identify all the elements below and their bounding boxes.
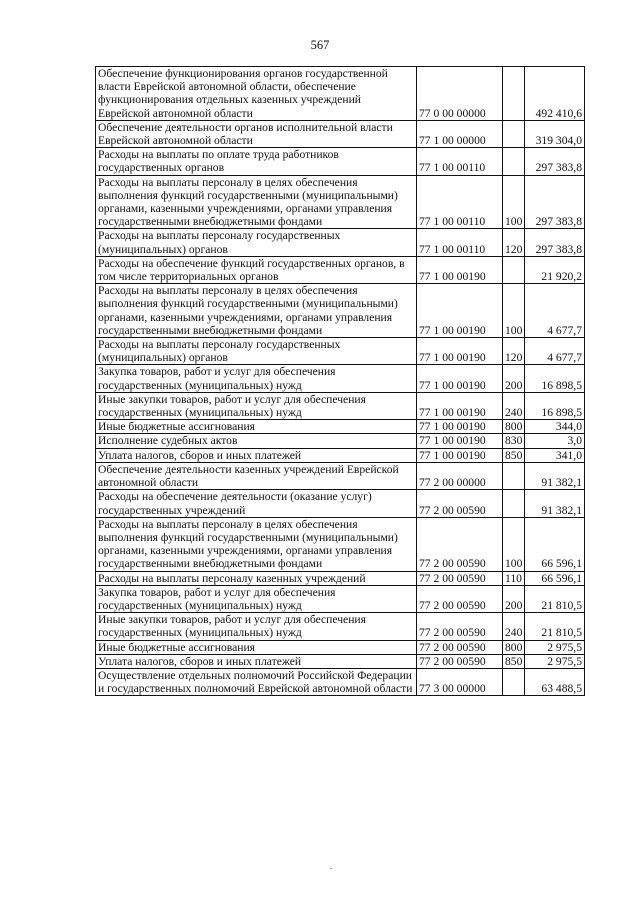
- table-row: [96, 365, 585, 392]
- table-row: [96, 490, 585, 517]
- row-kvr: [503, 120, 525, 147]
- row-code: 77 2 00 00590: [417, 571, 503, 585]
- row-kvr: 200: [503, 365, 525, 392]
- row-sum: 16 898,5: [525, 365, 585, 392]
- row-code: 77 1 00 00110: [417, 229, 503, 256]
- row-code: 77 0 00 00000: [417, 67, 503, 121]
- row-code: 77 1 00 00190: [417, 448, 503, 462]
- row-kvr: 100: [503, 284, 525, 338]
- row-code: 77 2 00 00000: [417, 462, 503, 489]
- row-kvr: 850: [503, 654, 525, 668]
- row-sum: 66 596,1: [525, 571, 585, 585]
- page-number: 567: [310, 38, 330, 52]
- row-kvr: [503, 462, 525, 489]
- row-sum: 4 677,7: [525, 284, 585, 338]
- row-name: Расходы на выплаты персоналу в целях обеспечения выполнения функций государственными (муниципальными) органами, казенными учреждениями, органами управления государственными внебюджетными фондами: [96, 517, 417, 571]
- row-code: 77 2 00 00590: [417, 640, 503, 654]
- row-kvr: 800: [503, 420, 525, 434]
- table-row: [96, 67, 585, 121]
- row-name: Обеспечение деятельности казенных учреждений Еврейской автономной области: [96, 462, 417, 489]
- row-kvr: 120: [503, 338, 525, 365]
- table-row: [96, 462, 585, 489]
- table-row: [96, 654, 585, 668]
- table-row: [96, 420, 585, 434]
- row-kvr: 100: [503, 175, 525, 229]
- row-kvr: [503, 256, 525, 283]
- row-code: 77 2 00 00590: [417, 517, 503, 571]
- row-name: Расходы на обеспечение деятельности (оказание услуг) государственных учреждений: [96, 490, 417, 517]
- row-kvr: 100: [503, 517, 525, 571]
- row-kvr: 850: [503, 448, 525, 462]
- row-name: Расходы на выплаты персоналу государственных (муниципальных) органов: [96, 338, 417, 365]
- table-row: [96, 517, 585, 571]
- row-kvr: 800: [503, 640, 525, 654]
- row-kvr: 240: [503, 613, 525, 640]
- row-kvr: [503, 67, 525, 121]
- row-name: Расходы на обеспечение функций государственных органов, в том числе территориальных органов: [96, 256, 417, 283]
- table-row: [96, 338, 585, 365]
- row-name: Иные бюджетные ассигнования: [96, 640, 417, 654]
- row-kvr: [503, 668, 525, 695]
- row-code: 77 2 00 00590: [417, 490, 503, 517]
- budget-table-body: [96, 67, 585, 696]
- row-code: 77 1 00 00190: [417, 365, 503, 392]
- row-code: 77 1 00 00000: [417, 120, 503, 147]
- row-sum: 91 382,1: [525, 490, 585, 517]
- row-name: Иные закупки товаров, работ и услуг для обеспечения государственных (муниципальных) нужд: [96, 613, 417, 640]
- row-kvr: 200: [503, 585, 525, 612]
- row-sum: 16 898,5: [525, 392, 585, 419]
- row-name: Исполнение судебных актов: [96, 434, 417, 448]
- row-sum: 4 677,7: [525, 338, 585, 365]
- row-code: 77 1 00 00190: [417, 256, 503, 283]
- table-row: [96, 613, 585, 640]
- row-sum: 66 596,1: [525, 517, 585, 571]
- row-name: Иные бюджетные ассигнования: [96, 420, 417, 434]
- row-name: Расходы на выплаты по оплате труда работников государственных органов: [96, 148, 417, 175]
- table-row: [96, 284, 585, 338]
- row-code: 77 2 00 00590: [417, 654, 503, 668]
- row-sum: 344,0: [525, 420, 585, 434]
- row-name: Уплата налогов, сборов и иных платежей: [96, 448, 417, 462]
- row-name: Обеспечение функционирования органов государственной власти Еврейской автономной области, обеспечение функционирования отдельных казенных учреждений Еврейской автономной области: [96, 67, 417, 121]
- scan-speck: [330, 868, 332, 869]
- row-code: 77 1 00 00110: [417, 148, 503, 175]
- row-name: Закупка товаров, работ и услуг для обеспечения государственных (муниципальных) нужд: [96, 365, 417, 392]
- row-name: Осуществление отдельных полномочий Российской Федерации и государственных полномочий Еврейской автономной области: [96, 668, 417, 695]
- row-sum: 91 382,1: [525, 462, 585, 489]
- row-code: 77 1 00 00110: [417, 175, 503, 229]
- row-code: 77 3 00 00000: [417, 668, 503, 695]
- table-row: [96, 256, 585, 283]
- row-sum: 21 810,5: [525, 613, 585, 640]
- row-code: 77 2 00 00590: [417, 613, 503, 640]
- table-row: [96, 120, 585, 147]
- budget-table: [95, 66, 585, 696]
- row-code: 77 1 00 00190: [417, 420, 503, 434]
- row-sum: 492 410,6: [525, 67, 585, 121]
- table-row: [96, 571, 585, 585]
- table-row: [96, 585, 585, 612]
- row-code: 77 1 00 00190: [417, 392, 503, 419]
- row-code: 77 1 00 00190: [417, 284, 503, 338]
- row-sum: 297 383,8: [525, 175, 585, 229]
- row-sum: 341,0: [525, 448, 585, 462]
- row-sum: 21 810,5: [525, 585, 585, 612]
- table-row: [96, 640, 585, 654]
- table-row: [96, 148, 585, 175]
- row-code: 77 2 00 00590: [417, 585, 503, 612]
- row-code: 77 1 00 00190: [417, 434, 503, 448]
- row-sum: 63 488,5: [525, 668, 585, 695]
- row-sum: 319 304,0: [525, 120, 585, 147]
- row-name: Расходы на выплаты персоналу казенных учреждений: [96, 571, 417, 585]
- table-row: [96, 392, 585, 419]
- row-kvr: 120: [503, 229, 525, 256]
- row-sum: 2 975,5: [525, 654, 585, 668]
- row-name: Иные закупки товаров, работ и услуг для обеспечения государственных (муниципальных) нужд: [96, 392, 417, 419]
- table-row: [96, 434, 585, 448]
- row-sum: 21 920,2: [525, 256, 585, 283]
- table-row: [96, 175, 585, 229]
- row-kvr: 830: [503, 434, 525, 448]
- row-kvr: [503, 148, 525, 175]
- row-name: Уплата налогов, сборов и иных платежей: [96, 654, 417, 668]
- row-sum: 2 975,5: [525, 640, 585, 654]
- row-kvr: 240: [503, 392, 525, 419]
- row-kvr: 110: [503, 571, 525, 585]
- table-row: [96, 229, 585, 256]
- row-code: 77 1 00 00190: [417, 338, 503, 365]
- table-row: [96, 668, 585, 695]
- table-row: [96, 448, 585, 462]
- row-sum: 297 383,8: [525, 148, 585, 175]
- row-name: Расходы на выплаты персоналу в целях обеспечения выполнения функций государственными (муниципальными) органами, казенными учреждениями, органами управления государственными внебюджетными фондами: [96, 284, 417, 338]
- row-name: Расходы на выплаты персоналу государственных (муниципальных) органов: [96, 229, 417, 256]
- row-sum: 3,0: [525, 434, 585, 448]
- row-kvr: [503, 490, 525, 517]
- row-name: Расходы на выплаты персоналу в целях обеспечения выполнения функций государственными (муниципальными) органами, казенными учреждениями, органами управления государственными внебюджетными фондами: [96, 175, 417, 229]
- row-sum: 297 383,8: [525, 229, 585, 256]
- row-name: Закупка товаров, работ и услуг для обеспечения государственных (муниципальных) нужд: [96, 585, 417, 612]
- row-name: Обеспечение деятельности органов исполнительной власти Еврейской автономной области: [96, 120, 417, 147]
